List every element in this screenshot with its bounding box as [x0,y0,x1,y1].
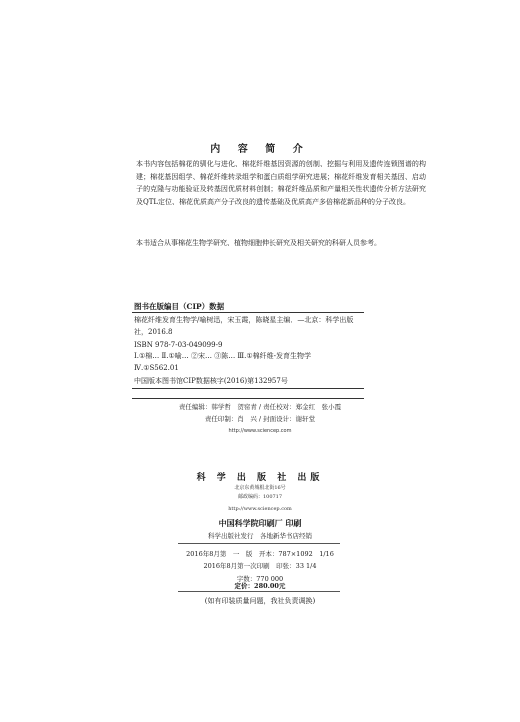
intro-paragraph-2: 本书适合从事棉花生物学研究、植物细胞伸长研究及相关研究的科研人员参考。 [136,239,381,247]
intro-title: 内 容 简 介 [210,144,310,155]
cip-line-subjects: Ⅰ.①棉… Ⅱ.①喻… ②宋… ③陈… Ⅲ.①棉纤维-发育生物学 [134,352,312,360]
cip-title: 图书在版编目（CIP）数据 [134,302,225,311]
cip-line-title: 棉花纤维发育生物学/喻树迅，宋玉霞，陈晓星主编．—北京：科学出版社，2016.8 [134,316,354,337]
edition-line-1: 2016年8月第 一 版 开本：787×1092 1/16 [186,550,334,558]
cip-entry [134,314,364,351]
edition-price: 定价：280.00元 [234,582,286,590]
publisher-postcode: 邮政编码：100717 [237,494,283,500]
cip-line-isbn: ISBN 978-7-03-049099-9 [134,340,223,349]
publisher-address: 北京东黄城根北街16号 [234,485,286,491]
intro-paragraph-1: 本书内容包括棉花的驯化与进化、棉花纤维基因资源的创制、挖掘与利用及遗传连锁图谱的构建；棉花基因组学、棉花纤维转录组学和蛋白质组学研究进展；棉花纤维发育相关基因、启动子的克隆与功能验证及转基因优质材料创制；棉花纤维品质和产量相关性状遗传分析方法研究及QTL定位、棉花优质高产分子改良的遗传基础及优质高产多倍棉花新品种的分子改良。 [136,160,426,206]
edition-line-2: 2016年8月第一次印刷 印张：33 1/4 [203,562,317,570]
edition-bottom-rule [178,591,340,592]
cip-bottom-rule-2 [132,398,364,399]
staff-editors: 责任编辑：韩学哲 贺窑青 / 责任校对：郑金红 张小霞 [178,403,342,411]
cip-classification [134,350,364,375]
cip-bottom-rule [132,388,364,389]
cip-number: 中国版本图书馆CIP数据核字(2016)第132957号 [134,377,288,385]
cip-line-class: Ⅳ.①S562.01 [134,364,179,373]
cip-top-rule [132,312,364,313]
publisher-url: http://www.sciencep.com [228,428,292,434]
printer-name: 中国科学院印刷厂 印刷 [218,518,302,528]
staff-production: 责任印制：肖 兴 / 封面设计：谢轩堂 [204,415,316,423]
edition-word-count: 字数：770 000 [236,575,284,583]
distribution-line: 科学出版社发行 各地新华书店经销 [208,532,312,540]
publisher-url-2: http://www.sciencep.com [228,506,292,512]
publisher-name: 科 学 出 版 社 出版 [196,473,324,483]
quality-note: (如有印装质量问题，我社负责调换) [204,597,316,605]
edition-top-rule [178,543,340,544]
